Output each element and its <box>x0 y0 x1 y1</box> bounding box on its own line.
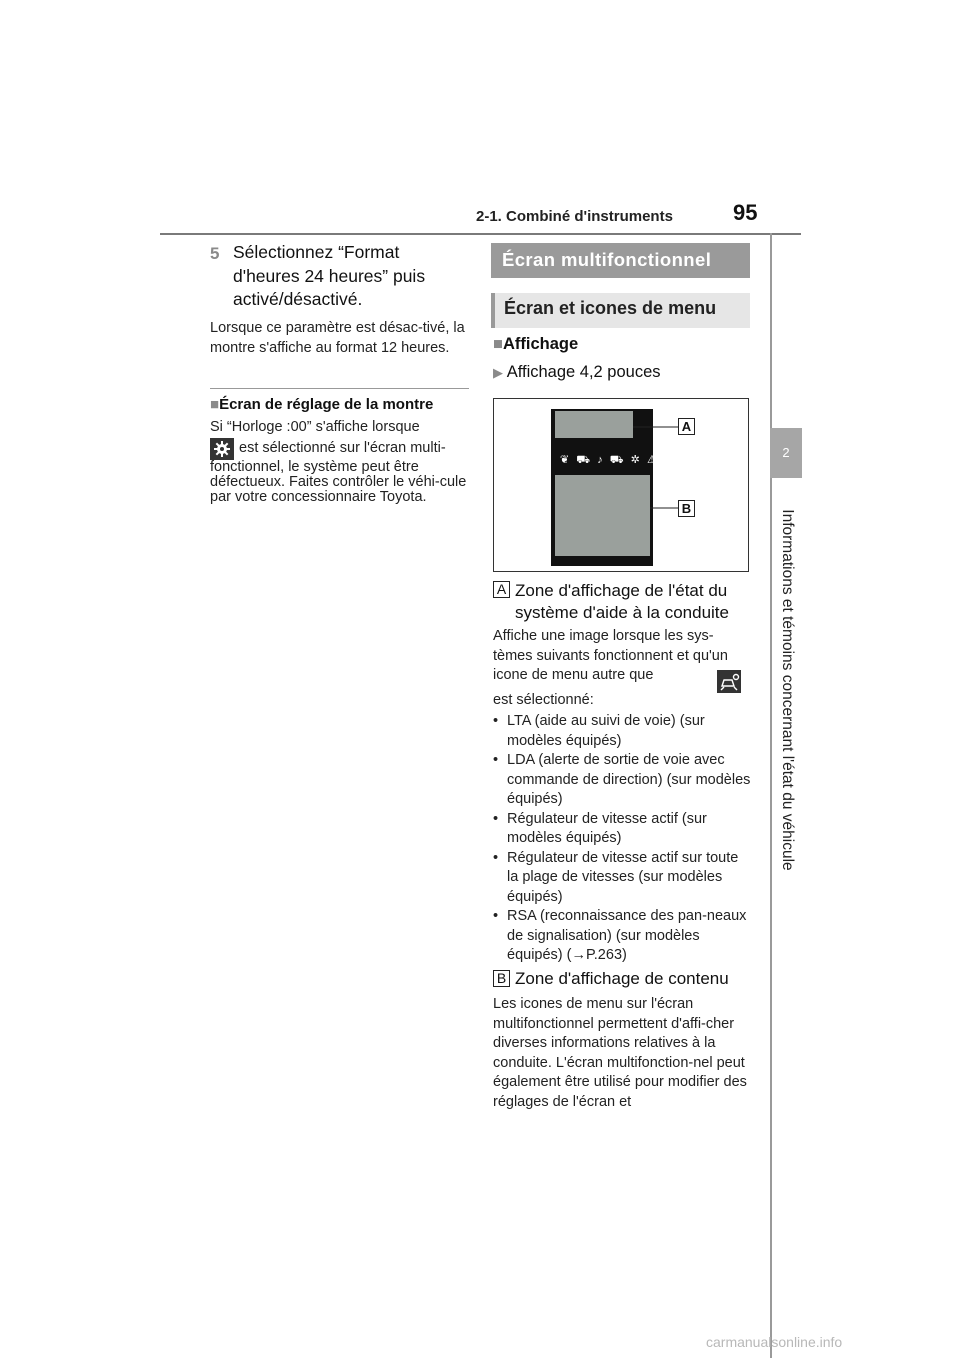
item-a-description-tail: est sélectionné: <box>493 692 594 708</box>
figure-label-a: A <box>678 418 695 435</box>
header-rule <box>160 233 801 235</box>
item-a-description: Affiche une image lorsque les sys-tèmes suivants fonctionnent et qu'un icone de menu autre que <box>493 628 728 683</box>
menu-icon-row <box>560 453 659 468</box>
page-number: 95 <box>733 200 758 225</box>
item-b-label: B <box>493 970 510 987</box>
clock-heading <box>210 396 433 413</box>
zone-a <box>555 411 633 438</box>
step-note: Lorsque ce paramètre est désac-tivé, la montre s'affiche au format 12 heures. <box>210 320 465 356</box>
item-b-title: Zone d'affichage de contenu <box>515 969 729 988</box>
item-a-title: Zone d'affichage de l'état du système d'aide à la conduite <box>515 581 729 622</box>
list-item: • LTA (aide au suivi de voie) (sur modèles équipés) <box>493 712 753 751</box>
square-bullet-icon: ■ <box>210 396 220 413</box>
car-assist-icon <box>717 670 741 693</box>
gear-icon: ✲ <box>630 454 642 466</box>
item-a-label: A <box>493 581 510 598</box>
clock-text-rest: fonctionnel, le système peut être défectueux. Faites contrôler le véhi-cule par votre concessionnaire Toyota. <box>210 459 467 505</box>
step-text: Sélectionnez “Format d'heures 24 heures” puis activé/désactivé. <box>233 242 426 309</box>
zone-b <box>555 475 650 556</box>
separator <box>210 388 469 389</box>
display-heading <box>493 335 578 354</box>
clock-heading-text: Écran de réglage de la montre <box>219 396 434 413</box>
footer-watermark: carmanualsonline.info <box>706 1334 843 1350</box>
gear-icon <box>210 438 234 460</box>
display-subheading-text: Affichage 4,2 pouces <box>506 363 661 381</box>
item-b-description: Les icones de menu sur l'écran multifonctionnel permettent d'affi-cher diverses informations relatives à la conduite. L'écran multifonction-nel peut également être utilisé pour modifier des réglages de l'écran et <box>493 996 747 1110</box>
figure-label-b: B <box>678 500 695 517</box>
subsection-banner-title: Écran et icones de menu <box>504 298 717 318</box>
display-subheading <box>493 363 661 382</box>
leaf-icon: ❦ <box>560 454 572 466</box>
music-icon: ♪ <box>597 454 605 466</box>
square-bullet-icon: ■ <box>493 335 503 353</box>
side-rule <box>770 233 772 1358</box>
car-settings-icon: ⛟ <box>609 454 626 466</box>
list-item: • LDA (alerte de sortie de voie avec commande de direction) (sur modèles équipés) <box>493 751 753 810</box>
section-banner-title: Écran multifonctionnel <box>502 249 712 270</box>
clock-text-line1: Si “Horloge :00” s'affiche lorsque <box>210 419 420 435</box>
step-number: 5 <box>210 244 220 263</box>
section-title: 2-1. Combiné d'instruments <box>476 208 673 225</box>
car-assist-icon: ⛟ <box>576 454 593 466</box>
warning-icon: ⚠ <box>646 454 659 466</box>
triangle-bullet-icon: ▶ <box>493 365 503 380</box>
list-item: • RSA (reconnaissance des pan-neaux de signalisation) (sur modèles équipés) (→P.263) <box>493 907 753 966</box>
list-item: • Régulateur de vitesse actif sur toute la plage de vitesses (sur modèles équipés) <box>493 849 753 908</box>
list-item: • Régulateur de vitesse actif (sur modèles équipés) <box>493 810 753 849</box>
display-heading-text: Affichage <box>502 335 579 353</box>
chapter-number: 2 <box>782 445 790 460</box>
clock-text-line2: est sélectionné sur l'écran multi- <box>239 440 446 456</box>
system-list <box>493 712 753 966</box>
chapter-title: Informations et témoins concernant l'état du véhicule <box>779 509 796 871</box>
